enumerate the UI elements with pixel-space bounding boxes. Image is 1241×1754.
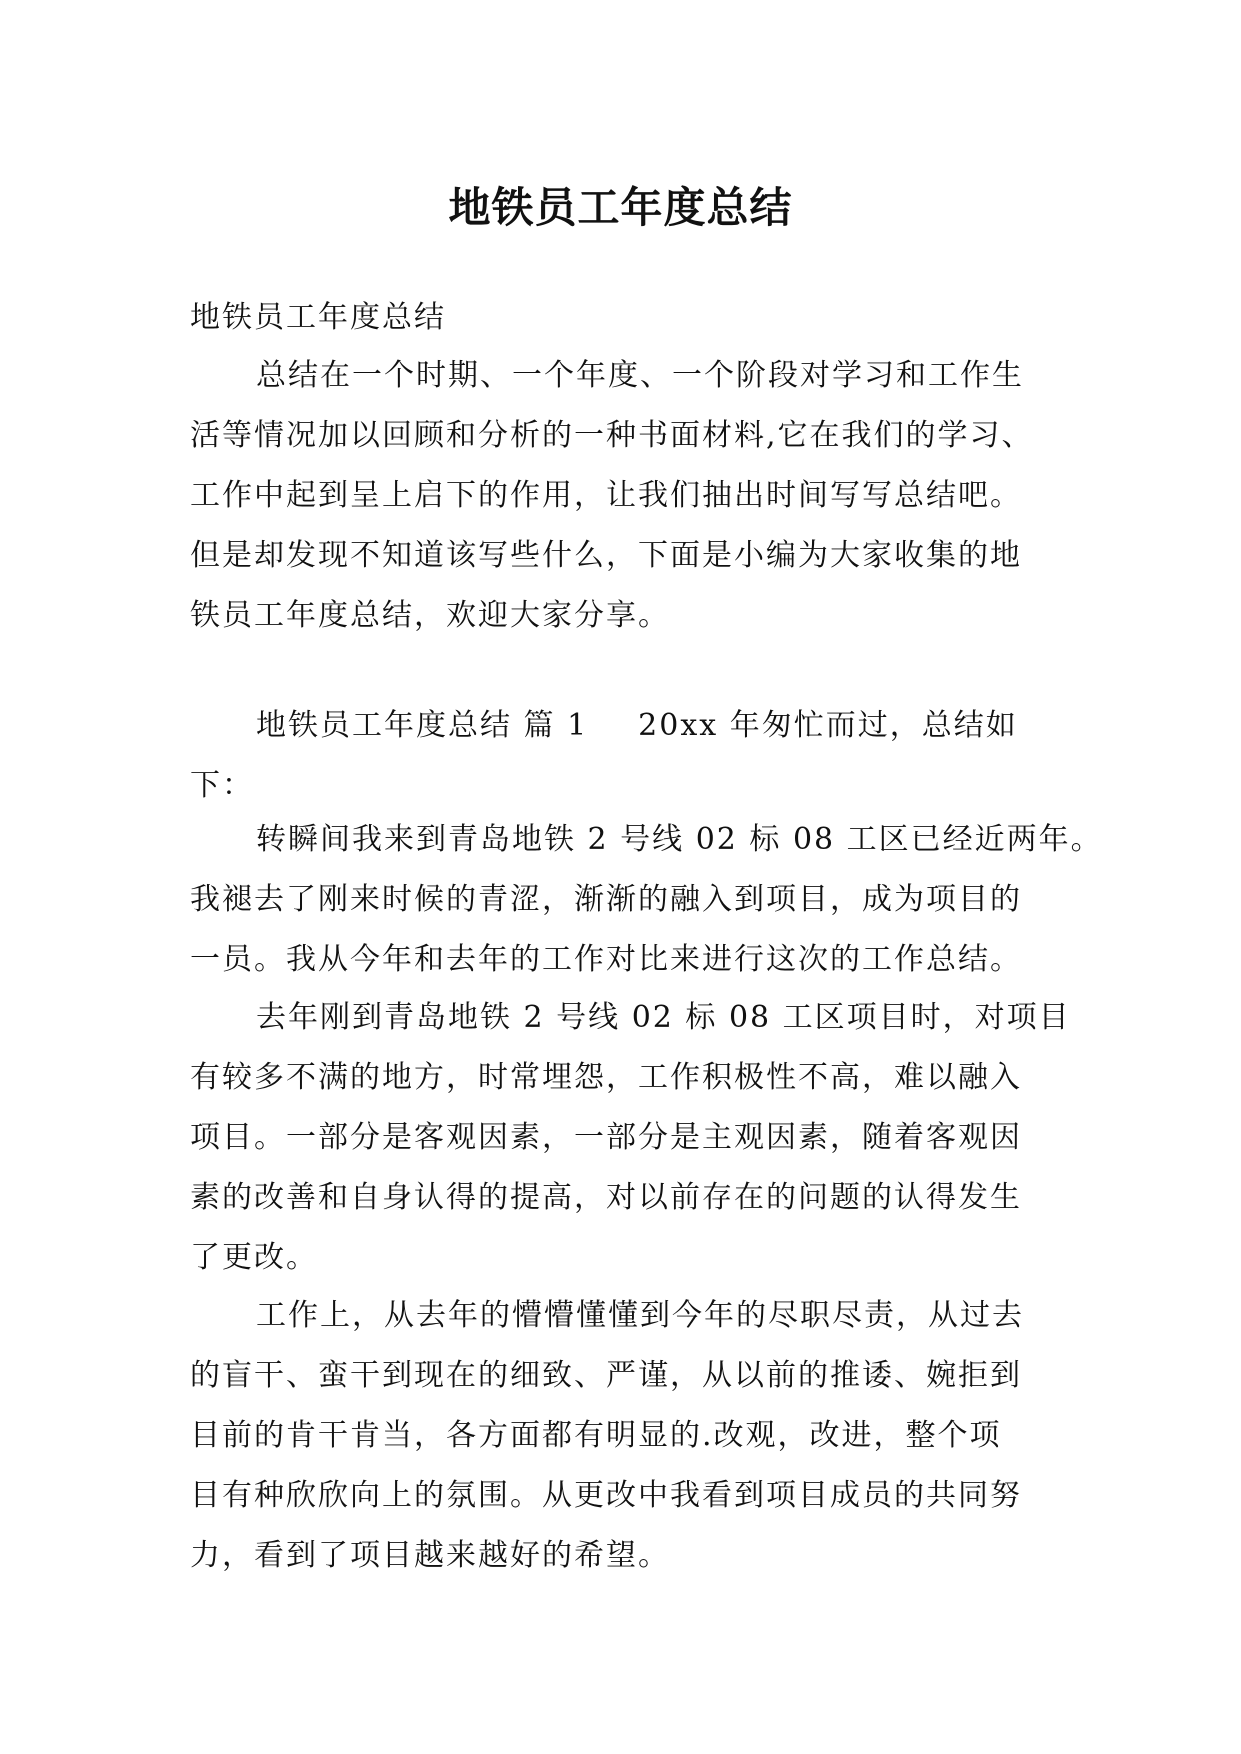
paragraph-line: 活等情况加以回顾和分析的一种书面材料,它在我们的学习、: [190, 418, 1034, 453]
paragraph-line: 目前的肯干肯当，各方面都有明显的.改观，改进，整个项: [190, 1418, 1002, 1453]
paragraph-2: [190, 810, 1103, 990]
paragraph-line: 转瞬间我来到青岛地铁 2 号线 02 标 08 工区已经近两年。: [256, 822, 1103, 857]
paragraph-line: 目有种欣欣向上的氛围。从更改中我看到项目成员的共同努: [190, 1478, 1022, 1513]
paragraph-line: 去年刚到青岛地铁 2 号线 02 标 08 工区项目时，对项目: [256, 1000, 1071, 1035]
paragraph-line: 工作上，从去年的懵懵懂懂到今年的尽职尽责，从过去: [256, 1298, 1024, 1333]
paragraph-line: 下：: [190, 768, 254, 803]
paragraph-line: 总结在一个时期、一个年度、一个阶段对学习和工作生: [256, 358, 1024, 393]
section-lead: 20xx 年匆忙而过，总结如: [638, 708, 1018, 743]
page-title: 地铁员工年度总结: [448, 183, 793, 233]
paragraph-3: [190, 988, 1071, 1288]
paragraph-line: 素的改善和自身认得的提高，对以前存在的问题的认得发生: [190, 1180, 1022, 1215]
paragraph-line: 铁员工年度总结，欢迎大家分享。: [190, 598, 670, 633]
section-heading-paragraph: [190, 696, 1050, 816]
paragraph-line: 工作中起到呈上启下的作用，让我们抽出时间写写总结吧。: [190, 478, 1022, 513]
paragraph-line: 项目。一部分是客观因素，一部分是主观因素，随着客观因: [190, 1120, 1022, 1155]
paragraph-line: [190, 696, 1050, 756]
paragraph-line: 了更改。: [190, 1240, 318, 1275]
paragraph-line: 的盲干、蛮干到现在的细致、严谨，从以前的推诿、婉拒到: [190, 1358, 1022, 1393]
paragraph-line: 有较多不满的地方，时常埋怨，工作积极性不高，难以融入: [190, 1060, 1022, 1095]
paragraph-4: [190, 1286, 1050, 1586]
paragraph-intro: [190, 346, 1050, 646]
paragraph-line: 一员。我从今年和去年的工作对比来进行这次的工作总结。: [190, 942, 1022, 977]
paragraph-line: 但是却发现不知道该写些什么，下面是小编为大家收集的地: [190, 538, 1022, 573]
paragraph-line: 力，看到了项目越来越好的希望。: [190, 1538, 670, 1573]
document-subtitle: 地铁员工年度总结: [190, 300, 446, 335]
section-heading: 地铁员工年度总结 篇 1: [256, 708, 589, 743]
paragraph-line: 我褪去了刚来时候的青涩，渐渐的融入到项目，成为项目的: [190, 882, 1022, 917]
